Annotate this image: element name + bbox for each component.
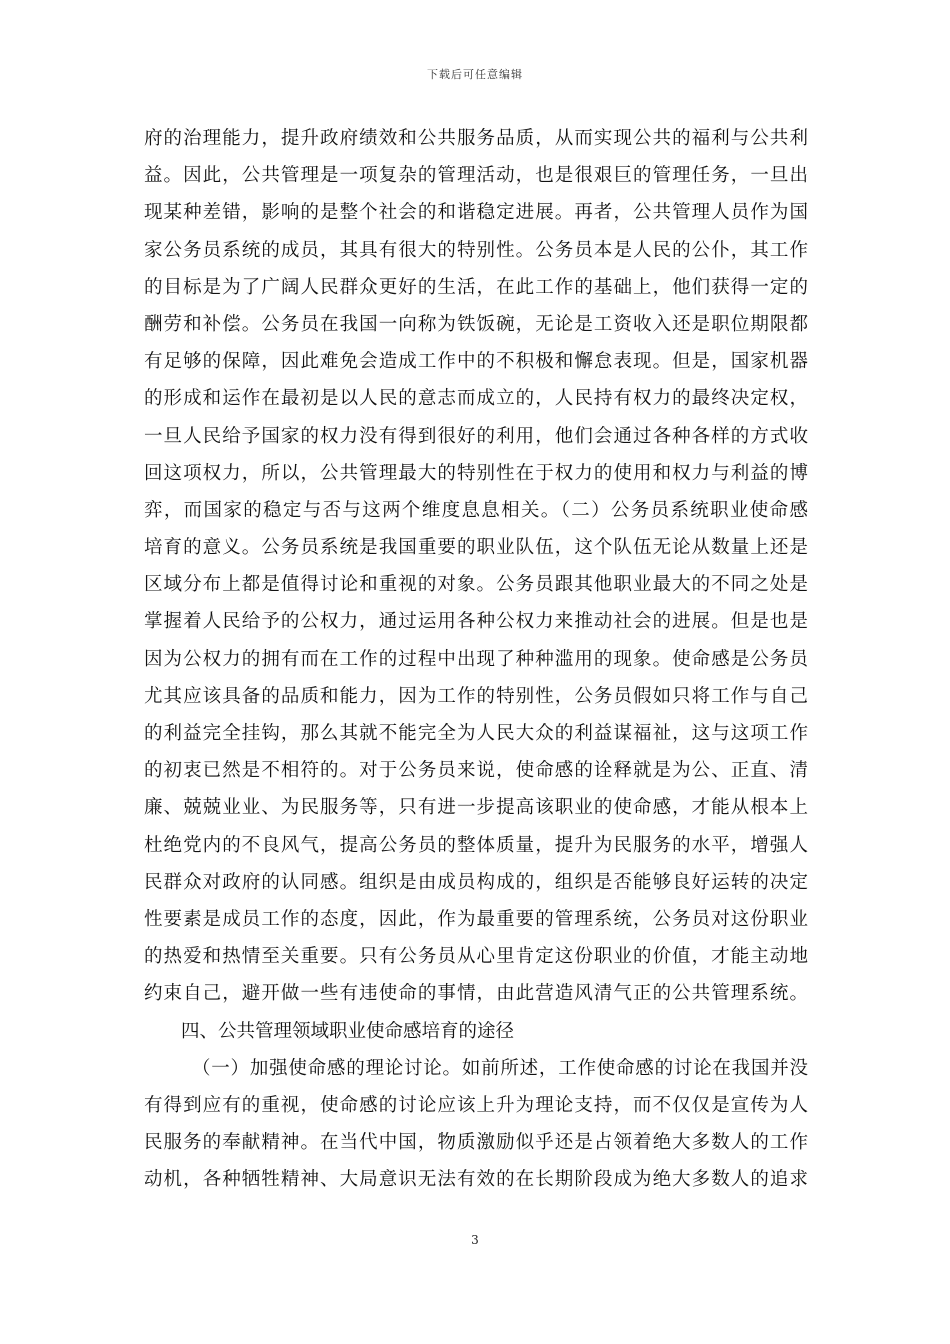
text-line: 的利益完全挂钩，那么其就不能完全为人民大众的利益谋福祉，这与这项工作 <box>144 723 808 744</box>
text-line: 府的治理能力，提升政府绩效和公共服务品质，从而实现公共的福利与公共利 <box>144 128 808 149</box>
text-line: 回这项权力，所以，公共管理最大的特别性在于权力的使用和权力与利益的博 <box>144 462 808 484</box>
text-line: 因为公权力的拥有而在工作的过程中出现了种种滥用的现象。使命感是公务员 <box>144 648 808 670</box>
text-line: 现某种差错，影响的是整个社会的和谐稳定进展。再者，公共管理人员作为国 <box>144 202 808 224</box>
text-line: 民服务的奉献精神。在当代中国，物质激励似乎还是占领着绝大多数人的工作 <box>144 1132 808 1154</box>
text-line: 有足够的保障，因此难免会造成工作中的不积极和懈怠表现。但是，国家机器 <box>144 351 808 373</box>
body-text <box>144 120 808 1198</box>
page-number: 3 <box>471 1233 479 1247</box>
text-line: 约束自己，避开做一些有违使命的事情，由此营造风清气正的公共管理系统。 <box>144 983 808 1005</box>
text-line: 家公务员系统的成员，其具有很大的特别性。公务员本是人民的公仆，其工作 <box>144 239 808 261</box>
text-line: 的热爱和热情至关重要。只有公务员从心里肯定这份职业的价值，才能主动地 <box>144 946 808 968</box>
text-line: 的目标是为了广阔人民群众更好的生活，在此工作的基础上，他们获得一定的 <box>144 276 808 298</box>
text-line: 区域分布上都是值得讨论和重视的对象。公务员跟其他职业最大的不同之处是 <box>144 574 808 596</box>
text-line: 民群众对政府的认同感。组织是由成员构成的，组织是否能够良好运转的决定 <box>144 871 808 893</box>
text-line: 的形成和运作在最初是以人民的意志而成立的，人民持有权力的最终决定权， <box>144 388 808 410</box>
text-line: 性要素是成员工作的态度，因此，作为最重要的管理系统，公务员对这份职业 <box>144 908 808 930</box>
text-line: 益。因此，公共管理是一项复杂的管理活动，也是很艰巨的管理任务，一旦出 <box>144 165 808 187</box>
text-line: （一）加强使命感的理论讨论。如前所述，工作使命感的讨论在我国并没 <box>192 1057 808 1079</box>
text-line: 一旦人民给予国家的权力没有得到很好的利用，他们会通过各种各样的方式收 <box>144 425 808 447</box>
text-line: 动机，各种牺牲精神、大局意识无法有效的在长期阶段成为绝大多数人的追求 <box>144 1169 808 1191</box>
text-line: 的初衷已然是不相符的。对于公务员来说，使命感的诠释就是为公、正直、清 <box>144 760 808 782</box>
text-line: 掌握着人民给予的公权力，通过运用各种公权力来推动社会的进展。但是也是 <box>144 611 808 633</box>
page-header: 下载后可任意编辑 <box>427 68 523 81</box>
text-line: 培育的意义。公务员系统是我国重要的职业队伍，这个队伍无论从数量上还是 <box>144 537 808 559</box>
text-line: 弈，而国家的稳定与否与这两个维度息息相关。（二）公务员系统职业使命感 <box>144 499 808 521</box>
text-line: 有得到应有的重视，使命感的讨论应该上升为理论支持，而不仅仅是宣传为人 <box>144 1094 808 1116</box>
text-line: 尤其应该具备的品质和能力，因为工作的特别性，公务员假如只将工作与自己 <box>144 685 808 707</box>
text-line: 廉、兢兢业业、为民服务等，只有进一步提高该职业的使命感，才能从根本上 <box>144 797 808 819</box>
text-line: 杜绝党内的不良风气，提高公务员的整体质量，提升为民服务的水平，增强人 <box>144 834 808 856</box>
text-line: 酬劳和补偿。公务员在我国一向称为铁饭碗，无论是工资收入还是职位期限都 <box>144 313 808 335</box>
section-heading: 四、公共管理领域职业使命感培育的途径 <box>181 1020 515 1042</box>
